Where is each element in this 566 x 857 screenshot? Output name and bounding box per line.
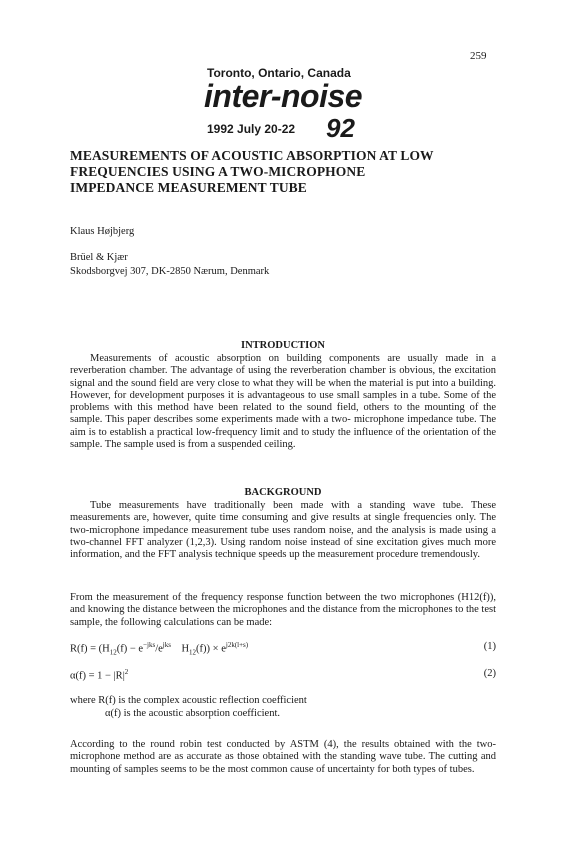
definition-line: where R(f) is the complex acoustic reflection coefficient <box>70 695 307 706</box>
conference-location: Toronto, Ontario, Canada <box>207 66 351 80</box>
affiliation-line: Skodsborgvej 307, DK-2850 Nærum, Denmark <box>70 265 270 277</box>
definition-line: α(f) is the acoustic absorption coefficient. <box>105 708 280 719</box>
equation-2 <box>70 668 496 682</box>
equation-1-number: (1) <box>483 641 496 652</box>
author-name: Klaus Højbjerg <box>70 226 135 237</box>
paper-title <box>70 148 510 196</box>
conference-year: 92 <box>326 113 355 143</box>
section-heading-background: BACKGROUND <box>244 487 322 498</box>
author-affiliation <box>70 251 269 278</box>
title-line: IMPEDANCE MEASUREMENT TUBE <box>70 180 307 195</box>
title-line: FREQUENCIES USING A TWO-MICROPHONE <box>70 164 366 179</box>
conference-logo: inter-noise <box>204 78 363 114</box>
equation-1 <box>70 641 496 655</box>
page-number: 259 <box>470 50 487 62</box>
equation-1-body: $R(f) = (H_{12}(f) - e^{-jks}/e^{jks}$ $H_{12}(f)) \times e^{j2k(l+s)}$ <box>70 641 249 657</box>
affiliation-line: Brüel & Kjær <box>70 252 128 263</box>
introduction-paragraph: Measurements of acoustic absorption on building components are usually made in a reverberation chamber. The advantage of using the reverberation chamber is obvious, the excitation signal and the sound field are very close to what they will be when the material is put into a building. However, for development purposes it is advantageous to use small samples in a tube. Some of the problems with this method have been related to the sound field, others to the mounting of the sample. This paper describes some experiments made with a two- microphone impedance tube. The aim is to establish a practical low-frequency limit and to study the influence of the orientation of the sample. The sample used is from a suspended ceiling. <box>70 353 496 451</box>
conference-date: 1992 July 20-22 <box>207 122 296 136</box>
background-paragraph-2: From the measurement of the frequency response function between the two microphones (H12(f)), and knowing the distance between the microphones and the distance from the microphones to the test sample, the following calculations can be made: <box>70 592 497 628</box>
title-line: MEASUREMENTS OF ACOUSTIC ABSORPTION AT LOW <box>70 148 434 163</box>
section-heading-introduction: INTRODUCTION <box>240 340 325 351</box>
equation-definitions <box>70 694 307 720</box>
background-paragraph-3: According to the round robin test conducted by ASTM (4), the results obtained with the two-microphone method are as accurate as those obtained with the standing wave tube. The cutting and mounting of samples seems to be the most common cause of uncertainty for both types of tubes. <box>70 739 496 775</box>
equation-2-number: (2) <box>483 668 496 679</box>
equation-2-body: $\alpha(f) = 1 - |R|^2$ <box>70 668 129 682</box>
background-paragraph-1: Tube measurements have traditionally been made with a standing wave tube. These measurements are, however, quite time consuming and give results at single frequencies only. The two-microphone impedance measurement tube uses random noise, and the analysis is made using a two-channel FFT analyzer (1,2,3). Using random noise instead of sine excitation gives much more information, and the FFT analysis technique speeds up the measurement procedure tremendously. <box>70 500 496 561</box>
